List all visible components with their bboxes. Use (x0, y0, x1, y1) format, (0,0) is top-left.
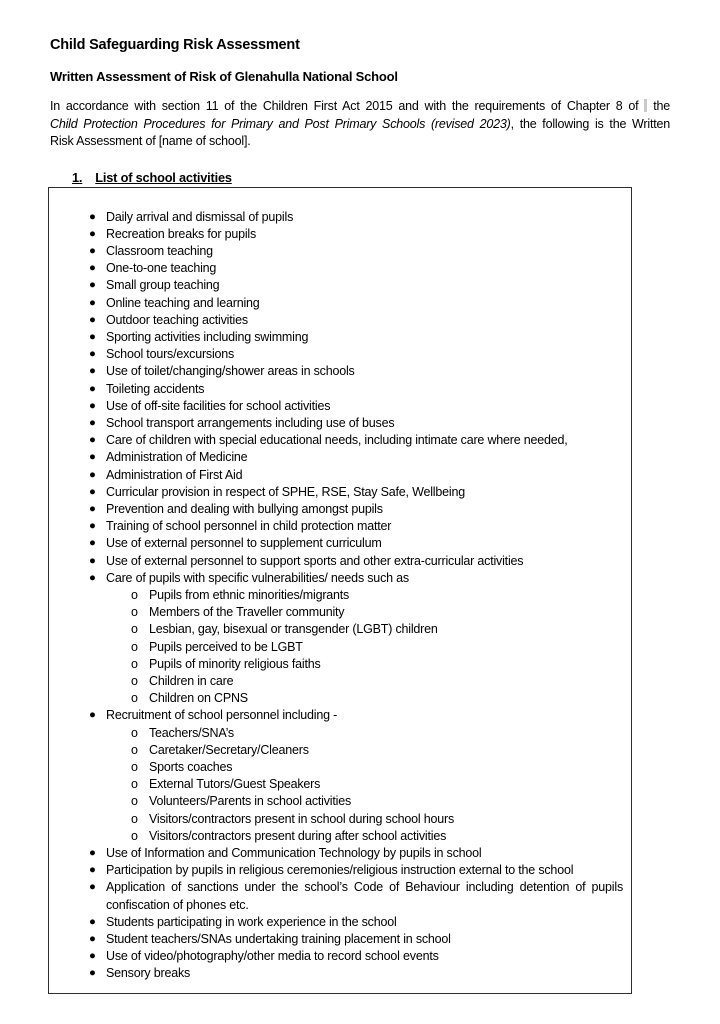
sub-list-item (49, 759, 631, 776)
list-item-text: Toileting accidents (106, 381, 205, 396)
list-item (49, 295, 631, 312)
bullet-icon: ● (89, 864, 96, 877)
list-item (49, 570, 631, 587)
sub-bullet-icon: o (131, 794, 138, 809)
list-item (49, 467, 631, 484)
sub-list-item (49, 828, 631, 845)
list-item (49, 243, 631, 260)
bullet-icon: ● (89, 313, 96, 326)
bullet-icon: ● (89, 709, 96, 722)
bullet-icon: ● (89, 399, 96, 412)
list-item (49, 415, 631, 432)
intro-line-3: Risk Assessment of [name of school]. (50, 134, 251, 148)
bullet-icon: ● (89, 881, 96, 894)
sub-list-item (49, 725, 631, 742)
activities-box (48, 187, 632, 994)
bullet-icon: ● (89, 434, 96, 447)
bullet-icon: ● (89, 348, 96, 361)
sub-list-item (49, 621, 631, 638)
list-item (49, 381, 631, 398)
sub-list-item (49, 690, 631, 707)
sub-bullet-icon: o (131, 622, 138, 637)
list-item (49, 398, 631, 415)
bullet-icon: ● (89, 279, 96, 292)
sub-list-item-text: External Tutors/Guest Speakers (149, 777, 321, 792)
list-item-text: Recruitment of school personnel including - (106, 708, 338, 723)
list-item (49, 707, 631, 724)
list-item (49, 260, 631, 277)
list-item-text: Classroom teaching (106, 243, 213, 258)
sub-bullet-icon: o (131, 587, 138, 602)
sub-list-item (49, 811, 631, 828)
list-item-text: Administration of Medicine (106, 450, 248, 465)
sub-list-item-text: Members of the Traveller community (149, 605, 345, 620)
bullet-icon: ● (89, 950, 96, 963)
list-item-text: Use of toilet/changing/shower areas in schools (106, 364, 355, 379)
sub-bullet-icon: o (131, 605, 138, 620)
list-item-text: Outdoor teaching activities (106, 312, 248, 327)
sub-list-item (49, 656, 631, 673)
list-item-text: Administration of First Aid (106, 467, 243, 482)
bullet-icon: ● (89, 468, 96, 481)
doc-title: Child Safeguarding Risk Assessment (50, 37, 300, 53)
list-item (49, 845, 631, 862)
intro-line-2-italic: Child Protection Procedures for Primary and Post Primary Schools (revised 2023) (50, 116, 511, 131)
sub-bullet-icon: o (131, 742, 138, 757)
sub-list-item-text: Volunteers/Parents in school activities (149, 794, 352, 809)
list-item-text: Student teachers/SNAs undertaking training placement in school (106, 932, 451, 947)
intro-line-1 (50, 98, 670, 116)
sub-list-item (49, 793, 631, 810)
sub-list-item-text: Caretaker/Secretary/Cleaners (149, 742, 309, 757)
list-item (49, 518, 631, 535)
list-item-text: School tours/excursions (106, 347, 235, 362)
intro-line-1-end: the (653, 99, 670, 113)
bullet-icon: ● (89, 967, 96, 980)
section-heading (72, 171, 670, 185)
list-item-text: Recreation breaks for pupils (106, 226, 257, 241)
bullet-icon: ● (89, 330, 96, 343)
sub-bullet-icon: o (131, 725, 138, 740)
list-item (49, 226, 631, 243)
sub-bullet-icon: o (131, 777, 138, 792)
list-item-text: Use of video/photography/other media to record school events (106, 949, 439, 964)
intro-paragraph (50, 98, 670, 151)
list-item-text: Students participating in work experience in the school (106, 914, 397, 929)
list-item-text: Training of school personnel in child protection matter (106, 519, 392, 534)
list-item (49, 535, 631, 552)
sub-list-item (49, 604, 631, 621)
sub-bullet-icon: o (131, 811, 138, 826)
list-item-text: Use of external personnel to supplement curriculum (106, 536, 382, 551)
sub-list-item-text: Pupils from ethnic minorities/migrants (149, 587, 350, 602)
list-item-text: Daily arrival and dismissal of pupils (106, 209, 294, 224)
sub-list-item-text: Teachers/SNA’s (149, 725, 234, 740)
text-cursor-caret (644, 99, 647, 112)
bullet-icon: ● (89, 554, 96, 567)
section-number: 1. (72, 169, 83, 185)
list-item-text: Care of pupils with specific vulnerabilities/ needs such as (106, 570, 409, 585)
sub-list-item (49, 639, 631, 656)
list-item (49, 209, 631, 226)
bullet-icon: ● (89, 451, 96, 464)
sub-bullet-icon: o (131, 656, 138, 671)
list-item-text: School transport arrangements including use of buses (106, 415, 395, 430)
list-item (49, 931, 631, 948)
list-item (49, 553, 631, 570)
list-item (49, 879, 631, 913)
list-item (49, 346, 631, 363)
sub-list-item (49, 673, 631, 690)
list-item (49, 484, 631, 501)
list-item-text: Use of external personnel to support sports and other extra-curricular activities (106, 553, 524, 568)
intro-line-2-regular: , the following is the Written (510, 116, 670, 131)
list-item (49, 914, 631, 931)
list-item (49, 862, 631, 879)
sub-list-item-text: Pupils of minority religious faiths (149, 656, 321, 671)
bullet-icon: ● (89, 571, 96, 584)
list-item-text-line-2: confiscation of phones etc. (106, 897, 249, 912)
list-item (49, 449, 631, 466)
sub-list-item-text: Children in care (149, 673, 234, 688)
list-item-text: Care of children with special educational needs, including intimate care where needed, (106, 433, 568, 448)
bullet-icon: ● (89, 210, 96, 223)
list-item-text: Use of Information and Communication Technology by pupils in school (106, 846, 482, 861)
list-item (49, 948, 631, 965)
sub-list-item (49, 587, 631, 604)
bullet-icon: ● (89, 847, 96, 860)
sub-list-item (49, 776, 631, 793)
list-item (49, 965, 631, 982)
section-title: List of school activities (95, 169, 232, 185)
sub-list-item (49, 742, 631, 759)
sub-bullet-icon: o (131, 760, 138, 774)
sub-list-item-text: Visitors/contractors present in school during school hours (149, 811, 454, 826)
intro-line-1-text: In accordance with section 11 of the Children First Act 2015 and with the requirements of Chapter 8 of (50, 99, 645, 113)
bullet-icon: ● (89, 537, 96, 550)
bullet-icon: ● (89, 227, 96, 240)
list-item-text-line-1: Application of sanctions under the school’s Code of Behaviour including detention of pupils (106, 880, 623, 895)
bullet-icon: ● (89, 262, 96, 275)
activities-list (49, 209, 631, 983)
list-item-text: Sporting activities including swimming (106, 329, 309, 344)
sub-bullet-icon: o (131, 639, 138, 654)
bullet-icon: ● (89, 365, 96, 378)
bullet-icon: ● (89, 933, 96, 946)
list-item (49, 277, 631, 294)
list-item (49, 363, 631, 380)
doc-subtitle: Written Assessment of Risk of Glenahulla National School (50, 69, 398, 84)
sub-bullet-icon: o (131, 828, 138, 843)
list-item-text: Prevention and dealing with bullying amongst pupils (106, 501, 383, 516)
sub-list-item-text: Pupils perceived to be LGBT (149, 639, 303, 654)
list-item-text (106, 879, 631, 913)
bullet-icon: ● (89, 296, 96, 309)
bullet-icon: ● (89, 520, 96, 533)
sub-list-item-text: Children on CPNS (149, 691, 248, 706)
list-item (49, 312, 631, 329)
bullet-icon: ● (89, 382, 96, 395)
list-item-text: Use of off-site facilities for school activities (106, 398, 331, 413)
list-item (49, 329, 631, 346)
sub-list-item-text: Sports coaches (149, 760, 233, 774)
bullet-icon: ● (89, 244, 96, 257)
bullet-icon: ● (89, 416, 96, 429)
list-item (49, 432, 631, 449)
list-item-text: Small group teaching (106, 278, 220, 293)
list-item-text: Sensory breaks (106, 966, 191, 981)
list-item-text: Participation by pupils in religious ceremonies/religious instruction external to the school (106, 863, 574, 878)
list-item-text: Curricular provision in respect of SPHE, RSE, Stay Safe, Wellbeing (106, 484, 465, 499)
list-item (49, 501, 631, 518)
bullet-icon: ● (89, 502, 96, 515)
list-item-text: One-to-one teaching (106, 261, 217, 276)
bullet-icon: ● (89, 485, 96, 498)
sub-bullet-icon: o (131, 673, 138, 688)
sub-list-item-text: Lesbian, gay, bisexual or transgender (LGBT) children (149, 622, 438, 637)
bullet-icon: ● (89, 915, 96, 928)
list-item-text: Online teaching and learning (106, 295, 260, 310)
sub-list-item-text: Visitors/contractors present during after school activities (149, 828, 447, 843)
sub-bullet-icon: o (131, 691, 138, 706)
intro-line-2 (50, 116, 670, 134)
